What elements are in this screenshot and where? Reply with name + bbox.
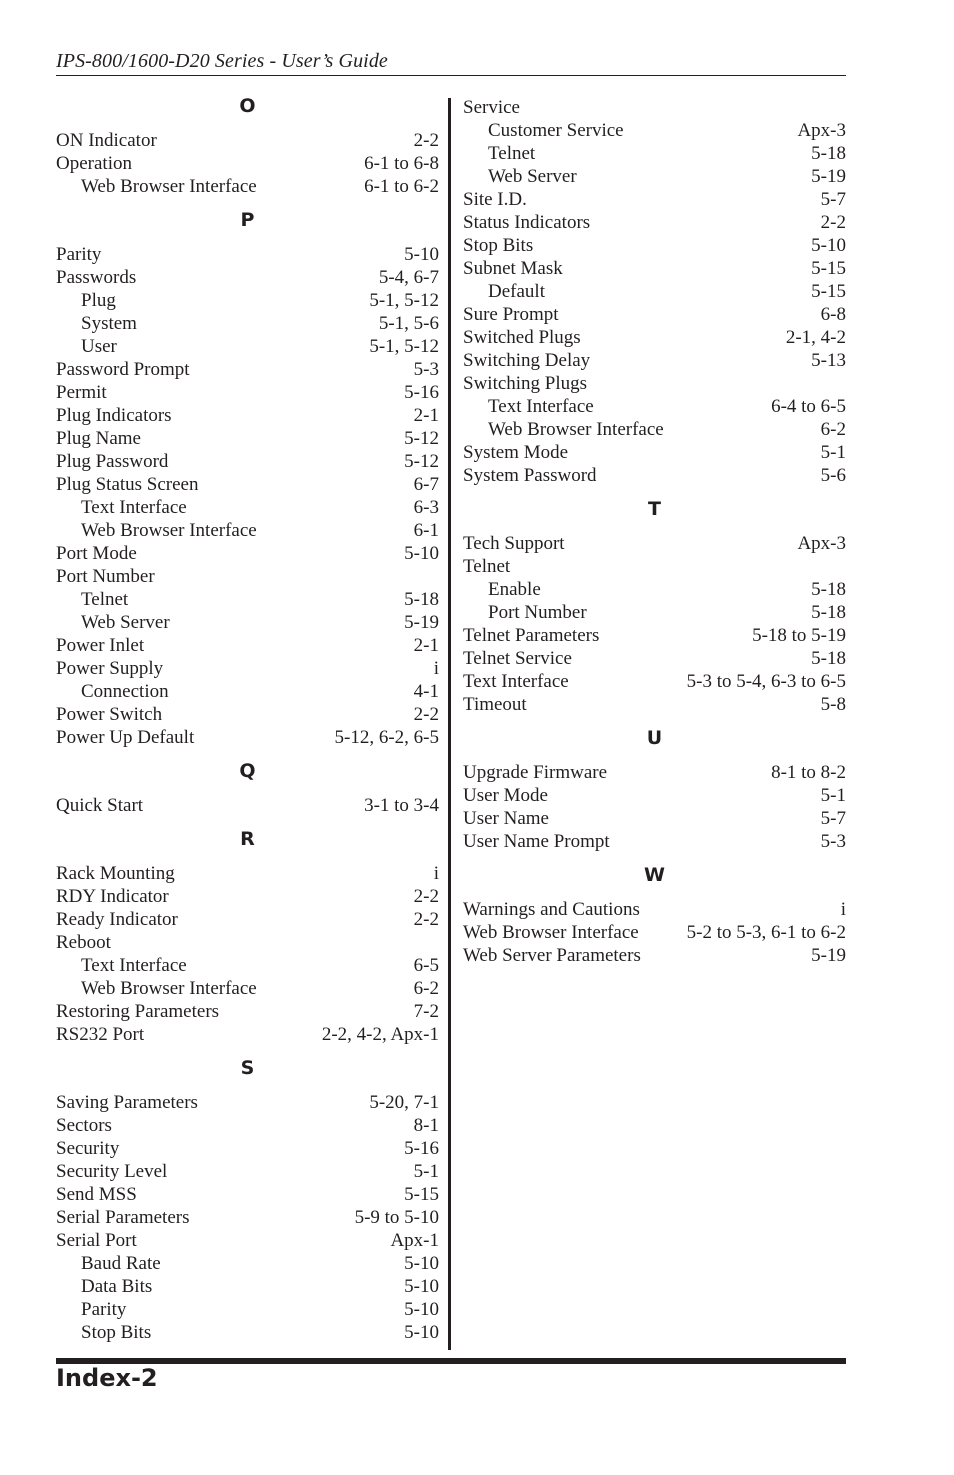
index-term: Telnet Service: [463, 648, 572, 669]
index-entry: [56, 1206, 439, 1229]
index-term: Site I.D.: [463, 189, 527, 210]
index-subentry: [56, 289, 439, 312]
index-page-ref: 5-15: [404, 1184, 439, 1205]
index-entry: [463, 257, 846, 280]
index-subentry: [463, 142, 846, 165]
index-term: Enable: [488, 579, 541, 600]
index-letter-heading: R: [240, 828, 255, 850]
index-entry: [463, 532, 846, 555]
index-page-ref: 8-1: [413, 1115, 439, 1136]
index-page-ref: 2-2: [413, 909, 439, 930]
index-term: Parity: [81, 1299, 127, 1320]
index-term: Reboot: [56, 932, 111, 953]
index-term: Stop Bits: [81, 1322, 152, 1343]
index-subentry: [56, 977, 439, 1000]
index-page-ref: 5-18: [811, 602, 846, 623]
index-subentry: [56, 1252, 439, 1275]
index-page-ref: 5-1: [413, 1161, 439, 1182]
index-subentry: [463, 418, 846, 441]
index-term: Plug Status Screen: [56, 474, 199, 495]
index-page-ref: 5-10: [404, 1299, 439, 1320]
index-page-ref: 5-1: [820, 442, 846, 463]
index-page-ref: 5-1, 5-12: [369, 336, 439, 357]
index-entry: [56, 542, 439, 565]
index-term: Security Level: [56, 1161, 168, 1182]
index-subentry: [56, 519, 439, 542]
index-page-ref: 5-19: [404, 612, 439, 633]
index-term: Text Interface: [463, 671, 569, 692]
index-entry: [463, 784, 846, 807]
index-entry: [56, 703, 439, 726]
index-term: Power Supply: [56, 658, 164, 679]
index-page-ref: 2-1, 4-2: [785, 327, 846, 348]
index-page-ref: 5-8: [820, 694, 846, 715]
index-page-ref: 5-12: [404, 451, 439, 472]
index-page-ref: 5-12, 6-2, 6-5: [334, 727, 439, 748]
index-letter-heading: Q: [239, 760, 256, 782]
index-term: Serial Port: [56, 1230, 137, 1251]
index-term: Text Interface: [81, 955, 187, 976]
index-term: Web Server Parameters: [463, 945, 641, 966]
index-page-ref: 5-10: [404, 543, 439, 564]
index-page-ref: 2-1: [413, 635, 439, 656]
index-subentry: [56, 954, 439, 977]
index-term: Telnet: [81, 589, 129, 610]
index-page-ref: 8-1 to 8-2: [771, 762, 846, 783]
index-term: Web Server: [488, 166, 577, 187]
index-term: Power Switch: [56, 704, 163, 725]
index-page-ref: 5-18 to 5-19: [752, 625, 846, 646]
index-page-ref: 5-16: [404, 1138, 439, 1159]
index-entry: [463, 647, 846, 670]
index-term: Baud Rate: [81, 1253, 161, 1274]
index-letter-heading: U: [646, 727, 663, 749]
index-term: Upgrade Firmware: [463, 762, 608, 783]
index-entry: [56, 1000, 439, 1023]
index-page-ref: 5-19: [811, 166, 846, 187]
index-subentry: [56, 611, 439, 634]
index-page-ref: 4-1: [413, 681, 439, 702]
index-term: Telnet: [488, 143, 536, 164]
index-page-ref: 2-2, 4-2, Apx-1: [321, 1024, 439, 1045]
index-term: RS232 Port: [56, 1024, 145, 1045]
index-term: Password Prompt: [56, 359, 190, 380]
index-page-ref: 5-3: [820, 831, 846, 852]
index-page-ref: 6-3: [413, 497, 439, 518]
index-subentry: [463, 165, 846, 188]
index-entry: [463, 898, 846, 921]
index-entry: [56, 657, 439, 680]
index-page-ref: 5-18: [811, 579, 846, 600]
index-term: Web Browser Interface: [488, 419, 664, 440]
index-page-ref: 5-18: [811, 648, 846, 669]
index-subentry: [56, 1298, 439, 1321]
index-term: User Name Prompt: [463, 831, 610, 852]
index-term: Status Indicators: [463, 212, 591, 233]
index-page-ref: 5-1: [820, 785, 846, 806]
index-term: Telnet: [463, 556, 511, 577]
index-entry: [463, 303, 846, 326]
index-term: Plug Indicators: [56, 405, 172, 426]
index-column-left: [56, 96, 439, 1344]
index-entry: [56, 1091, 439, 1114]
index-page-ref: 5-1, 5-12: [369, 290, 439, 311]
index-page-ref: 5-10: [404, 244, 439, 265]
index-term: Data Bits: [81, 1276, 153, 1297]
index-term: Port Number: [56, 566, 155, 587]
index-term: Passwords: [56, 267, 137, 288]
index-entry: [56, 726, 439, 749]
index-entry: [463, 555, 846, 578]
index-entry: [56, 862, 439, 885]
index-term: Plug: [81, 290, 116, 311]
index-subentry: [463, 578, 846, 601]
index-term: Web Browser Interface: [81, 978, 257, 999]
index-subentry: [56, 312, 439, 335]
index-entry: [463, 624, 846, 647]
header-rule: [56, 75, 846, 76]
index-term: Web Browser Interface: [463, 922, 639, 943]
index-term: Send MSS: [56, 1184, 137, 1205]
index-page-ref: 5-2 to 5-3, 6-1 to 6-2: [686, 922, 846, 943]
index-entry: [463, 830, 846, 853]
index-term: Warnings and Cautions: [463, 899, 640, 920]
index-term: Timeout: [463, 694, 527, 715]
index-page-ref: 7-2: [413, 1001, 439, 1022]
index-page-ref: i: [840, 899, 846, 920]
index-entry: [463, 349, 846, 372]
index-subentry: [56, 680, 439, 703]
index-term: Web Server: [81, 612, 170, 633]
index-page-ref: 6-2: [413, 978, 439, 999]
index-term: Plug Name: [56, 428, 141, 449]
index-entry: [56, 381, 439, 404]
index-entry: [56, 908, 439, 931]
index-entry: [56, 473, 439, 496]
column-divider: [448, 98, 451, 1350]
index-entry: [463, 188, 846, 211]
index-subentry: [463, 601, 846, 624]
index-entry: [463, 921, 846, 944]
index-page-ref: i: [433, 658, 439, 679]
index-entry: [463, 693, 846, 716]
index-term: Web Browser Interface: [81, 176, 257, 197]
index-entry: [463, 807, 846, 830]
index-page-ref: 5-10: [404, 1276, 439, 1297]
index-term: Ready Indicator: [56, 909, 178, 930]
index-term: Telnet Parameters: [463, 625, 600, 646]
index-subentry: [56, 588, 439, 611]
index-page-ref: Apx-3: [797, 120, 846, 141]
index-entry: [56, 152, 439, 175]
index-term: Restoring Parameters: [56, 1001, 220, 1022]
index-entry: [56, 243, 439, 266]
index-page-ref: 5-18: [404, 589, 439, 610]
index-letter-heading: O: [239, 95, 256, 117]
index-subentry: [56, 496, 439, 519]
index-letter-heading: P: [240, 209, 255, 231]
index-entry: [463, 211, 846, 234]
index-term: Switching Plugs: [463, 373, 588, 394]
index-page-ref: 5-10: [404, 1253, 439, 1274]
index-entry: [56, 427, 439, 450]
index-entry: [56, 266, 439, 289]
page-header-title: IPS-800/1600-D20 Series - User’s Guide: [56, 50, 388, 72]
index-term: Parity: [56, 244, 102, 265]
index-term: Power Up Default: [56, 727, 195, 748]
index-entry: [56, 794, 439, 817]
index-entry: [56, 931, 439, 954]
index-term: System: [81, 313, 137, 334]
index-subentry: [463, 395, 846, 418]
index-term: Text Interface: [81, 497, 187, 518]
index-term: System Password: [463, 465, 597, 486]
index-page-ref: 5-18: [811, 143, 846, 164]
index-page-ref: 5-7: [820, 189, 846, 210]
index-entry: [463, 326, 846, 349]
index-entry: [463, 464, 846, 487]
index-entry: [463, 234, 846, 257]
footer-rule: [56, 1358, 846, 1364]
index-page-ref: 2-2: [413, 704, 439, 725]
index-subentry: [463, 280, 846, 303]
index-page-ref: 5-3 to 5-4, 6-3 to 6-5: [686, 671, 846, 692]
index-term: Sure Prompt: [463, 304, 559, 325]
index-term: User Mode: [463, 785, 548, 806]
index-page-ref: Apx-3: [797, 533, 846, 554]
index-term: System Mode: [463, 442, 569, 463]
index-entry: [56, 404, 439, 427]
page-number-label: Index-2: [56, 1364, 158, 1392]
index-page-ref: 5-13: [811, 350, 846, 371]
index-term: Service: [463, 97, 520, 118]
index-column-right: [463, 96, 846, 967]
index-page-ref: 6-1: [413, 520, 439, 541]
index-term: Quick Start: [56, 795, 144, 816]
index-page-ref: 2-2: [413, 130, 439, 151]
index-term: ON Indicator: [56, 130, 157, 151]
index-page-ref: 2-2: [820, 212, 846, 233]
index-entry: [56, 1023, 439, 1046]
index-term: User: [81, 336, 117, 357]
index-entry: [56, 885, 439, 908]
index-page-ref: 5-15: [811, 281, 846, 302]
index-term: Sectors: [56, 1115, 112, 1136]
index-term: Connection: [81, 681, 169, 702]
index-page-ref: 5-16: [404, 382, 439, 403]
index-page-ref: 5-9 to 5-10: [354, 1207, 439, 1228]
index-term: Operation: [56, 153, 132, 174]
index-subentry: [56, 1275, 439, 1298]
index-page-ref: 5-6: [820, 465, 846, 486]
index-term: Customer Service: [488, 120, 624, 141]
index-entry: [56, 1114, 439, 1137]
index-term: Subnet Mask: [463, 258, 563, 279]
index-page-ref: 5-1, 5-6: [378, 313, 439, 334]
index-page-ref: 5-4, 6-7: [378, 267, 439, 288]
index-page-ref: Apx-1: [390, 1230, 439, 1251]
index-page-ref: 5-20, 7-1: [369, 1092, 439, 1113]
index-term: Stop Bits: [463, 235, 534, 256]
index-page-ref: 5-12: [404, 428, 439, 449]
index-entry: [56, 565, 439, 588]
index-page-ref: 2-1: [413, 405, 439, 426]
index-letter-heading: W: [644, 864, 665, 886]
index-entry: [56, 450, 439, 473]
index-term: Power Inlet: [56, 635, 145, 656]
index-term: Web Browser Interface: [81, 520, 257, 541]
index-term: Security: [56, 1138, 120, 1159]
index-page-ref: 6-5: [413, 955, 439, 976]
index-page-ref: 5-10: [811, 235, 846, 256]
index-letter-heading: T: [648, 498, 661, 520]
index-entry: [56, 634, 439, 657]
index-term: Plug Password: [56, 451, 169, 472]
index-term: RDY Indicator: [56, 886, 169, 907]
index-page-ref: 5-7: [820, 808, 846, 829]
index-term: Permit: [56, 382, 107, 403]
index-page-ref: 6-7: [413, 474, 439, 495]
index-entry: [463, 441, 846, 464]
index-page-ref: 3-1 to 3-4: [364, 795, 439, 816]
index-entry: [463, 670, 846, 693]
index-entry: [56, 1183, 439, 1206]
index-term: Saving Parameters: [56, 1092, 198, 1113]
index-subentry: [56, 335, 439, 358]
index-term: User Name: [463, 808, 549, 829]
index-page-ref: 2-2: [413, 886, 439, 907]
index-term: Switching Delay: [463, 350, 591, 371]
index-page-ref: 6-4 to 6-5: [771, 396, 846, 417]
index-page-ref: 5-3: [413, 359, 439, 380]
index-subentry: [56, 175, 439, 198]
index-subentry: [56, 1321, 439, 1344]
index-entry: [463, 96, 846, 119]
index-page-ref: 6-8: [820, 304, 846, 325]
index-term: Tech Support: [463, 533, 565, 554]
index-entry: [463, 372, 846, 395]
index-entry: [56, 129, 439, 152]
index-term: Default: [488, 281, 545, 302]
index-subentry: [463, 119, 846, 142]
index-page-ref: 5-15: [811, 258, 846, 279]
index-entry: [56, 1137, 439, 1160]
index-term: Port Number: [488, 602, 587, 623]
index-page-ref: 6-1 to 6-2: [364, 176, 439, 197]
index-page-ref: 5-10: [404, 1322, 439, 1343]
index-entry: [463, 944, 846, 967]
index-letter-heading: S: [240, 1057, 255, 1079]
index-term: Switched Plugs: [463, 327, 581, 348]
index-entry: [463, 761, 846, 784]
index-entry: [56, 358, 439, 381]
index-term: Serial Parameters: [56, 1207, 190, 1228]
index-page-ref: 6-1 to 6-8: [364, 153, 439, 174]
index-term: Text Interface: [488, 396, 594, 417]
index-page-ref: 6-2: [820, 419, 846, 440]
index-entry: [56, 1160, 439, 1183]
index-page-ref: i: [433, 863, 439, 884]
index-page-ref: 5-19: [811, 945, 846, 966]
index-term: Rack Mounting: [56, 863, 175, 884]
index-term: Port Mode: [56, 543, 137, 564]
index-entry: [56, 1229, 439, 1252]
